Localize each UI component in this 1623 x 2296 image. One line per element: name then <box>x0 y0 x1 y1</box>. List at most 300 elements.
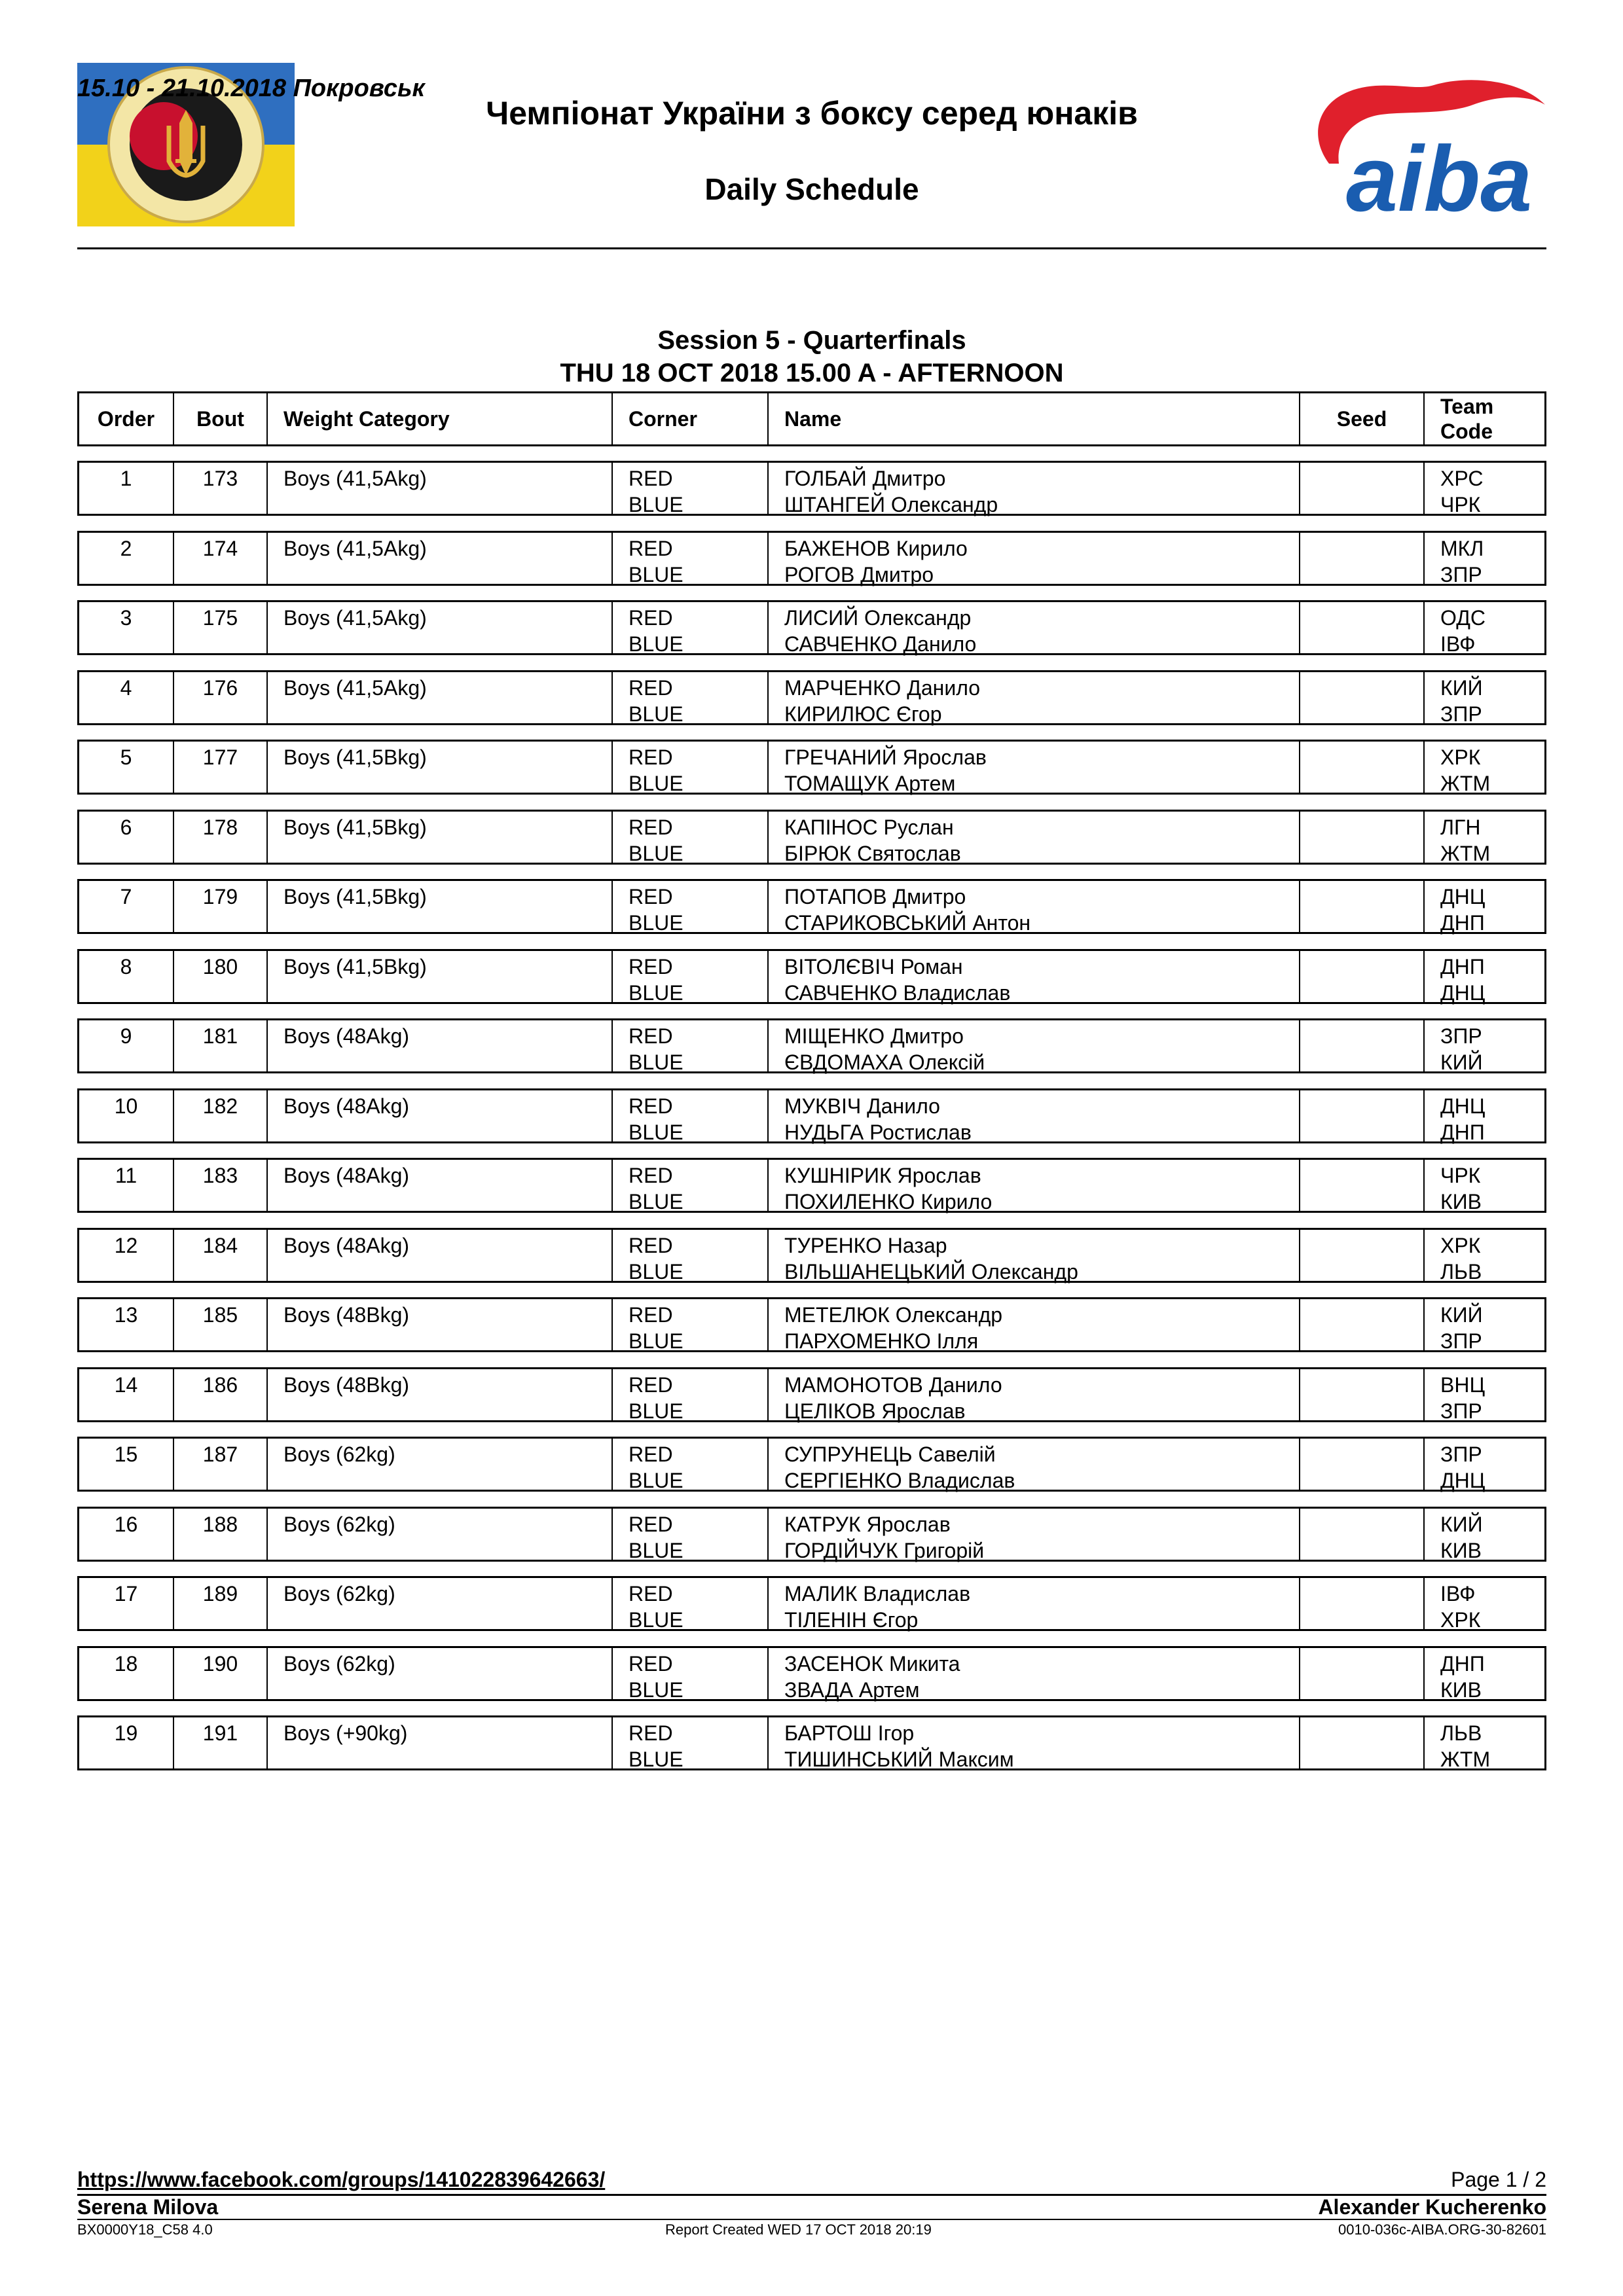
cell-order-value: 5 <box>120 745 132 769</box>
cell-name <box>767 1439 1299 1490</box>
blue-corner-label: BLUE <box>629 1190 684 1213</box>
cell-weight-category <box>266 1160 611 1211</box>
cell-bout <box>173 533 266 584</box>
cell-bout <box>173 672 266 723</box>
blue-corner-label: BLUE <box>629 563 684 586</box>
table-header <box>77 391 1546 446</box>
red-corner-label: RED <box>629 1373 673 1397</box>
table-row <box>77 531 1546 586</box>
cell-seed <box>1299 602 1423 653</box>
column-header-weight: Weight Category <box>266 393 611 444</box>
cell-team-code <box>1423 672 1544 726</box>
blue-team-code: ДНП <box>1440 911 1485 935</box>
cell-order <box>79 1299 173 1350</box>
team-header-line1: Team <box>1440 395 1494 418</box>
table-row <box>77 1367 1546 1422</box>
cell-order-value: 4 <box>120 676 132 700</box>
red-team-code: ХРК <box>1440 745 1481 769</box>
cell-weight-category-value: Boys (48Bkg) <box>283 1373 410 1397</box>
footer-left-name: Serena Milova <box>77 2195 219 2219</box>
cell-seed <box>1299 1578 1423 1629</box>
cell-name <box>767 1509 1299 1560</box>
cell-team-code <box>1423 1509 1544 1560</box>
cell-weight-category-value: Boys (41,5Bkg) <box>283 885 427 908</box>
cell-order <box>79 742 173 793</box>
blue-team-code: КИВ <box>1440 1678 1482 1702</box>
blue-boxer-name: СТАРИКОВСЬКИЙ Антон <box>784 911 1031 935</box>
red-corner-label: RED <box>629 1164 673 1187</box>
cell-order <box>79 1090 173 1141</box>
page-number: Page 1 / 2 <box>1451 2168 1546 2191</box>
cell-bout <box>173 1299 266 1350</box>
report-code-left: BX0000Y18_C58 4.0 <box>77 2221 213 2238</box>
cell-team-code <box>1423 602 1544 656</box>
cell-weight-category <box>266 533 611 584</box>
cell-weight-category-value: Boys (41,5Bkg) <box>283 955 427 978</box>
column-header-team-code <box>1423 393 1544 444</box>
cell-team-code <box>1423 463 1544 514</box>
cell-seed <box>1299 463 1423 514</box>
cell-bout-value: 178 <box>202 816 238 839</box>
cell-order-value: 19 <box>114 1721 138 1745</box>
cell-weight-category-value: Boys (62kg) <box>283 1513 395 1536</box>
red-boxer-name: БАРТОШ Ігор <box>784 1721 915 1745</box>
cell-corner <box>611 951 767 1005</box>
cell-corner <box>611 1439 767 1490</box>
red-team-code: ЛГН <box>1440 816 1481 839</box>
cell-weight-category-value: Boys (48Akg) <box>283 1024 410 1048</box>
cell-bout-value: 188 <box>202 1513 238 1536</box>
blue-boxer-name: ГОРДІЙЧУК Григорій <box>784 1539 985 1562</box>
cell-seed <box>1299 1648 1423 1699</box>
red-team-code: ІВФ <box>1440 1582 1476 1605</box>
red-team-code: ХРК <box>1440 1234 1481 1257</box>
cell-weight-category-value: Boys (62kg) <box>283 1582 395 1605</box>
red-team-code: КИЙ <box>1440 1513 1483 1536</box>
cell-order <box>79 881 173 932</box>
cell-seed <box>1299 1509 1423 1560</box>
blue-corner-label: BLUE <box>629 1469 684 1492</box>
red-boxer-name: МАЛИК Владислав <box>784 1582 971 1605</box>
cell-corner <box>611 1717 767 1771</box>
cell-seed <box>1299 1230 1423 1281</box>
cell-weight-category-value: Boys (48Bkg) <box>283 1303 410 1327</box>
cell-bout-value: 179 <box>202 885 238 908</box>
cell-corner <box>611 1020 767 1074</box>
red-team-code: ЗПР <box>1440 1443 1482 1466</box>
red-team-code: МКЛ <box>1440 537 1484 560</box>
cell-order <box>79 1020 173 1071</box>
cell-weight-category <box>266 1439 611 1490</box>
red-corner-label: RED <box>629 606 673 630</box>
cell-name <box>767 533 1299 584</box>
cell-bout-value: 186 <box>202 1373 238 1397</box>
cell-seed <box>1299 1369 1423 1420</box>
cell-order-value: 6 <box>120 816 132 839</box>
cell-team-code <box>1423 1230 1544 1281</box>
cell-weight-category-value: Boys (48Akg) <box>283 1234 410 1257</box>
red-boxer-name: МІЩЕНКО Дмитро <box>784 1024 964 1048</box>
cell-name <box>767 812 1299 863</box>
column-header-bout: Bout <box>173 393 266 444</box>
blue-corner-label: BLUE <box>629 1329 684 1353</box>
cell-team-code <box>1423 1160 1544 1211</box>
team-header-line2: Code <box>1440 420 1493 443</box>
red-team-code: ОДС <box>1440 606 1486 630</box>
cell-bout-value: 181 <box>202 1024 238 1048</box>
red-team-code: КИЙ <box>1440 1303 1483 1327</box>
blue-boxer-name: ЗВАДА Артем <box>784 1678 920 1702</box>
cell-order-value: 10 <box>114 1094 138 1118</box>
cell-bout-value: 184 <box>202 1234 238 1257</box>
cell-name <box>767 672 1299 726</box>
blue-team-code: ЖТМ <box>1440 842 1491 865</box>
cell-order-value: 12 <box>114 1234 138 1257</box>
cell-order-value: 7 <box>120 885 132 908</box>
blue-team-code: ЗПР <box>1440 1399 1482 1423</box>
table-row <box>77 1158 1546 1213</box>
table-row <box>77 810 1546 865</box>
blue-corner-label: BLUE <box>629 981 684 1005</box>
cell-order-value: 16 <box>114 1513 138 1536</box>
red-boxer-name: МАМОНОТОВ Данило <box>784 1373 1002 1397</box>
cell-team-code <box>1423 812 1544 863</box>
red-corner-label: RED <box>629 1652 673 1676</box>
blue-boxer-name: САВЧЕНКО Владислав <box>784 981 1011 1005</box>
blue-corner-label: BLUE <box>629 702 684 726</box>
cell-order-value: 8 <box>120 955 132 978</box>
blue-corner-label: BLUE <box>629 911 684 935</box>
cell-name <box>767 881 1299 935</box>
blue-team-code: ДНЦ <box>1440 981 1486 1005</box>
red-corner-label: RED <box>629 745 673 769</box>
blue-boxer-name: НУДЬГА Ростислав <box>784 1121 972 1144</box>
cell-weight-category <box>266 1369 611 1420</box>
table-row <box>77 1646 1546 1701</box>
blue-corner-label: BLUE <box>629 1608 684 1632</box>
aiba-logo <box>1303 65 1555 216</box>
red-corner-label: RED <box>629 955 673 978</box>
cell-corner <box>611 742 767 793</box>
blue-team-code: КИВ <box>1440 1190 1482 1213</box>
cell-bout <box>173 812 266 863</box>
cell-order-value: 17 <box>114 1582 138 1605</box>
cell-name <box>767 1717 1299 1771</box>
blue-team-code: ДНЦ <box>1440 1469 1486 1492</box>
cell-order-value: 18 <box>114 1652 138 1676</box>
cell-team-code <box>1423 1369 1544 1423</box>
blue-corner-label: BLUE <box>629 1050 684 1074</box>
cell-bout <box>173 1160 266 1211</box>
cell-order <box>79 1369 173 1420</box>
page-title: Чемпіонат України з боксу серед юнаків <box>486 95 1138 132</box>
blue-boxer-name: ТІЛЕНІН Єгор <box>784 1608 919 1632</box>
blue-corner-label: BLUE <box>629 632 684 656</box>
cell-team-code <box>1423 951 1544 1005</box>
table-row <box>77 1297 1546 1352</box>
cell-bout <box>173 1648 266 1699</box>
red-corner-label: RED <box>629 1024 673 1048</box>
red-corner-label: RED <box>629 1094 673 1118</box>
cell-weight-category-value: Boys (+90kg) <box>283 1721 408 1745</box>
cell-order-value: 11 <box>115 1164 137 1187</box>
cell-corner <box>611 1648 767 1702</box>
cell-name <box>767 1160 1299 1211</box>
cell-team-code <box>1423 1090 1544 1144</box>
cell-order <box>79 602 173 653</box>
blue-team-code: ІВФ <box>1440 632 1476 656</box>
table-row <box>77 1437 1546 1492</box>
cell-order-value: 3 <box>120 606 132 630</box>
red-team-code: ДНП <box>1440 1652 1485 1676</box>
cell-name <box>767 951 1299 1005</box>
blue-boxer-name: РОГОВ Дмитро <box>784 563 934 586</box>
footer-right-name: Alexander Kucherenko <box>1318 2195 1546 2219</box>
blue-team-code: ДНП <box>1440 1121 1485 1144</box>
cell-bout <box>173 463 266 514</box>
blue-boxer-name: ВІЛЬШАНЕЦЬКИЙ Олександр <box>784 1260 1078 1283</box>
cell-corner <box>611 1578 767 1632</box>
cell-weight-category-value: Boys (41,5Bkg) <box>283 816 427 839</box>
cell-corner <box>611 812 767 863</box>
cell-bout <box>173 1439 266 1490</box>
event-dates: 15.10 - 21.10.2018 Покровськ <box>77 75 425 102</box>
blue-corner-label: BLUE <box>629 1678 684 1702</box>
cell-weight-category <box>266 742 611 793</box>
cell-name <box>767 1230 1299 1281</box>
blue-corner-label: BLUE <box>629 772 684 795</box>
red-corner-label: RED <box>629 1303 673 1327</box>
cell-order <box>79 812 173 863</box>
cell-team-code <box>1423 533 1544 584</box>
cell-order <box>79 672 173 723</box>
blue-team-code: ЗПР <box>1440 702 1482 726</box>
blue-boxer-name: БІРЮК Святослав <box>784 842 961 865</box>
report-created: Report Created WED 17 OCT 2018 20:19 <box>665 2221 932 2238</box>
cell-name <box>767 1578 1299 1632</box>
column-header-name: Name <box>767 393 1299 444</box>
red-boxer-name: ЛИСИЙ Олександр <box>784 606 972 630</box>
table-row <box>77 670 1546 725</box>
cell-weight-category-value: Boys (41,5Akg) <box>283 467 427 490</box>
cell-weight-category <box>266 463 611 514</box>
red-corner-label: RED <box>629 467 673 490</box>
cell-bout-value: 190 <box>202 1652 238 1676</box>
cell-weight-category <box>266 1578 611 1629</box>
cell-weight-category <box>266 1648 611 1699</box>
blue-team-code: ЗПР <box>1440 1329 1482 1353</box>
cell-order-value: 15 <box>114 1443 138 1466</box>
cell-bout <box>173 1717 266 1768</box>
cell-bout <box>173 1020 266 1071</box>
footer-url-link[interactable]: https://www.facebook.com/groups/141022839642663/ <box>77 2168 606 2191</box>
cell-team-code <box>1423 1439 1544 1490</box>
blue-boxer-name: ТОМАЩУК Артем <box>784 772 956 795</box>
table-row <box>77 1715 1546 1770</box>
cell-order <box>79 533 173 584</box>
cell-weight-category <box>266 602 611 653</box>
cell-order <box>79 463 173 514</box>
red-boxer-name: ГРЕЧАНИЙ Ярослав <box>784 745 987 769</box>
table-row <box>77 740 1546 795</box>
cell-team-code <box>1423 1648 1544 1702</box>
cell-weight-category <box>266 672 611 723</box>
red-boxer-name: ТУРЕНКО Назар <box>784 1234 947 1257</box>
table-row <box>77 1228 1546 1283</box>
cell-seed <box>1299 1090 1423 1141</box>
cell-order <box>79 1509 173 1560</box>
cell-bout-value: 180 <box>202 955 238 978</box>
cell-order <box>79 1160 173 1211</box>
blue-boxer-name: ЄВДОМАХА Олексій <box>784 1050 985 1074</box>
red-boxer-name: МЕТЕЛЮК Олександр <box>784 1303 1003 1327</box>
cell-seed <box>1299 1717 1423 1768</box>
cell-weight-category <box>266 1230 611 1281</box>
red-corner-label: RED <box>629 1513 673 1536</box>
red-corner-label: RED <box>629 1582 673 1605</box>
table-row <box>77 1507 1546 1562</box>
red-corner-label: RED <box>629 1443 673 1466</box>
blue-team-code: КИВ <box>1440 1539 1482 1562</box>
red-team-code: ЗПР <box>1440 1024 1482 1048</box>
cell-seed <box>1299 1020 1423 1071</box>
blue-corner-label: BLUE <box>629 1539 684 1562</box>
cell-order-value: 13 <box>114 1303 138 1327</box>
red-team-code: КИЙ <box>1440 676 1483 700</box>
table-row <box>77 879 1546 934</box>
cell-weight-category-value: Boys (41,5Akg) <box>283 676 427 700</box>
blue-team-code: ЖТМ <box>1440 772 1491 795</box>
aiba-glove-icon <box>1303 65 1555 216</box>
cell-order <box>79 1439 173 1490</box>
cell-order-value: 2 <box>120 537 132 560</box>
red-team-code: ЛЬВ <box>1440 1721 1482 1745</box>
cell-order <box>79 1230 173 1281</box>
cell-corner <box>611 1230 767 1281</box>
column-header-corner: Corner <box>611 393 767 444</box>
blue-team-code: ЛЬВ <box>1440 1260 1482 1283</box>
cell-bout <box>173 1509 266 1560</box>
blue-team-code: КИЙ <box>1440 1050 1483 1074</box>
cell-order <box>79 1648 173 1699</box>
session-time: THU 18 OCT 2018 15.00 A - AFTERNOON <box>560 359 1064 387</box>
cell-seed <box>1299 742 1423 793</box>
red-corner-label: RED <box>629 537 673 560</box>
red-boxer-name: КАПІНОС Руслан <box>784 816 954 839</box>
blue-boxer-name: ЦЕЛІКОВ Ярослав <box>784 1399 966 1423</box>
cell-seed <box>1299 1160 1423 1211</box>
cell-seed <box>1299 672 1423 723</box>
blue-corner-label: BLUE <box>629 1121 684 1144</box>
table-row <box>77 1088 1546 1143</box>
cell-team-code <box>1423 1020 1544 1074</box>
red-boxer-name: ГОЛБАЙ Дмитро <box>784 467 946 490</box>
cell-corner <box>611 1090 767 1144</box>
cell-corner <box>611 1299 767 1353</box>
cell-bout-value: 182 <box>202 1094 238 1118</box>
red-boxer-name: БАЖЕНОВ Кирило <box>784 537 968 560</box>
cell-weight-category <box>266 1717 611 1768</box>
blue-boxer-name: СЕРГІЕНКО Владислав <box>784 1469 1015 1492</box>
red-boxer-name: КАТРУК Ярослав <box>784 1513 951 1536</box>
cell-weight-category-value: Boys (48Akg) <box>283 1164 410 1187</box>
cell-bout-value: 187 <box>202 1443 238 1466</box>
cell-bout <box>173 951 266 1002</box>
cell-weight-category <box>266 881 611 932</box>
cell-bout <box>173 1230 266 1281</box>
red-boxer-name: ВІТОЛЄВІЧ Роман <box>784 955 963 978</box>
cell-bout <box>173 1578 266 1629</box>
cell-bout-value: 175 <box>202 606 238 630</box>
red-corner-label: RED <box>629 1234 673 1257</box>
cell-order-value: 14 <box>114 1373 138 1397</box>
session-title: Session 5 - Quarterfinals <box>657 326 966 355</box>
cell-weight-category <box>266 1020 611 1071</box>
report-code-right: 0010-036c-AIBA.ORG-30-82601 <box>1338 2221 1546 2238</box>
cell-weight-category-value: Boys (62kg) <box>283 1443 395 1466</box>
cell-bout <box>173 602 266 653</box>
cell-seed <box>1299 1439 1423 1490</box>
red-corner-label: RED <box>629 816 673 839</box>
red-corner-label: RED <box>629 676 673 700</box>
cell-weight-category-value: Boys (41,5Bkg) <box>283 745 427 769</box>
blue-boxer-name: САВЧЕНКО Данило <box>784 632 977 656</box>
cell-bout-value: 189 <box>202 1582 238 1605</box>
cell-name <box>767 1090 1299 1144</box>
cell-weight-category-value: Boys (62kg) <box>283 1652 395 1676</box>
blue-corner-label: BLUE <box>629 1399 684 1423</box>
aiba-wordmark: aiba <box>1346 127 1533 216</box>
red-team-code: ВНЦ <box>1440 1373 1486 1397</box>
header-divider <box>77 247 1546 249</box>
cell-weight-category-value: Boys (41,5Akg) <box>283 606 427 630</box>
cell-corner <box>611 672 767 726</box>
cell-name <box>767 1369 1299 1423</box>
footer-divider-thin <box>77 2219 1546 2220</box>
column-header-seed: Seed <box>1299 393 1423 444</box>
cell-weight-category-value: Boys (41,5Akg) <box>283 537 427 560</box>
cell-bout <box>173 1369 266 1420</box>
cell-order-value: 1 <box>120 467 132 490</box>
cell-order-value: 9 <box>120 1024 132 1048</box>
table-row <box>77 600 1546 655</box>
cell-corner <box>611 1369 767 1423</box>
red-team-code: ДНЦ <box>1440 885 1486 908</box>
cell-seed <box>1299 812 1423 863</box>
cell-team-code <box>1423 881 1544 935</box>
cell-team-code <box>1423 742 1544 793</box>
cell-team-code <box>1423 1717 1544 1771</box>
cell-bout-value: 183 <box>202 1164 238 1187</box>
red-corner-label: RED <box>629 1721 673 1745</box>
blue-corner-label: BLUE <box>629 842 684 865</box>
cell-bout <box>173 742 266 793</box>
table-row <box>77 461 1546 516</box>
blue-boxer-name: ПОХИЛЕНКО Кирило <box>784 1190 993 1213</box>
cell-team-code <box>1423 1578 1544 1632</box>
cell-seed <box>1299 951 1423 1002</box>
blue-corner-label: BLUE <box>629 493 684 516</box>
red-boxer-name: ПОТАПОВ Дмитро <box>784 885 966 908</box>
cell-name <box>767 1648 1299 1702</box>
blue-team-code: ЗПР <box>1440 563 1482 586</box>
cell-weight-category <box>266 812 611 863</box>
red-corner-label: RED <box>629 885 673 908</box>
page-subtitle: Daily Schedule <box>704 172 919 206</box>
cell-seed <box>1299 533 1423 584</box>
cell-seed <box>1299 1299 1423 1350</box>
red-boxer-name: СУПРУНЕЦЬ Савелій <box>784 1443 996 1466</box>
